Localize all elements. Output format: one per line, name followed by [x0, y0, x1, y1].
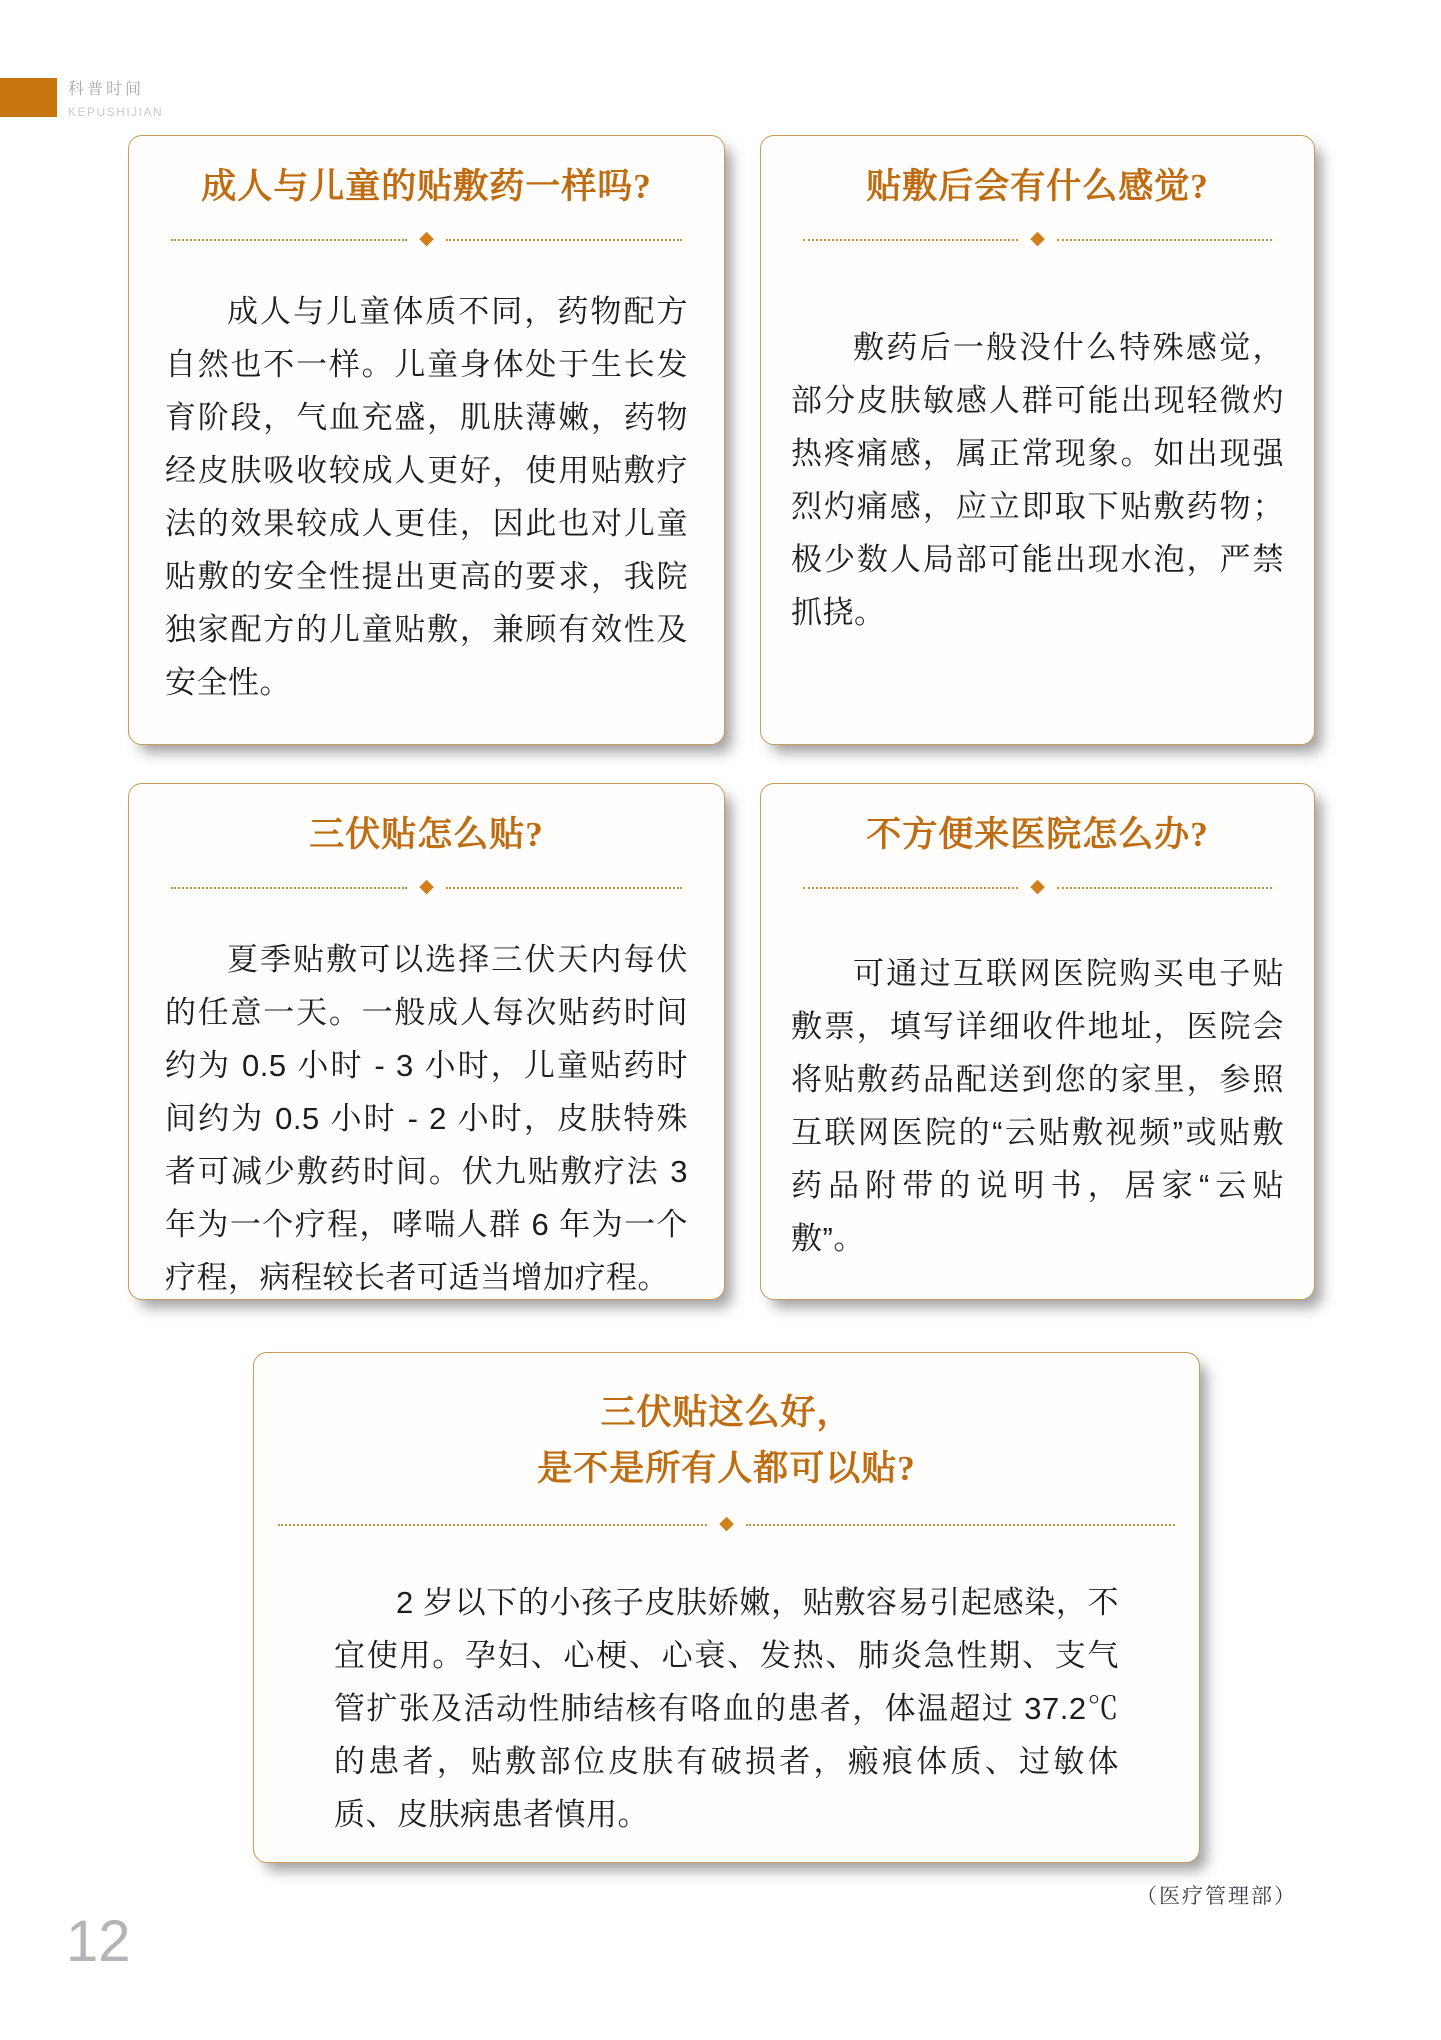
qa-card-how-to-apply	[128, 783, 725, 1300]
card-body: 可通过互联网医院购买电子贴敷票，填写详细收件地址，医院会将贴敷药品配送到您的家里，参照互联网医院的“云贴敷视频”或贴敷药品附带的说明书，居家“云贴敷”。	[791, 956, 1284, 1256]
diamond-icon: ◆	[419, 876, 434, 897]
diamond-icon: ◆	[1030, 228, 1045, 249]
card-title: 不方便来医院怎么办?	[866, 815, 1209, 854]
divider-dots	[746, 1524, 1175, 1526]
qa-divider	[803, 878, 1272, 897]
card-body: 夏季贴敷可以选择三伏天内每伏的任意一天。一般成人每次贴药时间约为 0.5 小时 - 3 小时，儿童贴药时间约为 0.5 小时 - 2 小时，皮肤特殊者可减少敷药时间。伏九贴敷疗法 3 年为一个疗程，哮喘人群 6 年为一个疗程，病程较长者可适当增加疗程。	[165, 942, 688, 1295]
card-body: 2 岁以下的小孩子皮肤娇嫩，贴敷容易引起感染，不宜使用。孕妇、心梗、心衰、发热、肺炎急性期、支气管扩张及活动性肺结核有咯血的患者，体温超过 37.2℃的患者，贴敷部位皮肤有破损者，瘢痕体质、过敏体质、皮肤病患者慎用。	[334, 1585, 1119, 1832]
divider-dots	[446, 239, 682, 241]
qa-divider	[278, 1515, 1175, 1534]
qa-divider	[171, 230, 682, 249]
qa-card-contraindications	[253, 1352, 1200, 1863]
divider-dots	[1057, 239, 1272, 241]
qa-divider	[171, 878, 682, 897]
divider-dots	[278, 1524, 707, 1526]
qa-card-remote-option	[760, 783, 1315, 1300]
divider-dots	[803, 887, 1018, 889]
card-title: 成人与儿童的贴敷药一样吗?	[201, 167, 652, 206]
divider-dots	[171, 887, 407, 889]
divider-dots	[803, 239, 1018, 241]
department-credit: （医疗管理部）	[1136, 1884, 1297, 1908]
divider-dots	[1057, 887, 1272, 889]
card-title: 贴敷后会有什么感觉?	[866, 167, 1209, 206]
brand-subtitle: KEPUSHIJIAN	[68, 105, 164, 119]
qa-divider	[803, 230, 1272, 249]
card-title	[274, 1385, 1179, 1497]
card-title-line-1: 三伏贴这么好，	[600, 1393, 853, 1432]
divider-dots	[446, 887, 682, 889]
divider-dots	[171, 239, 407, 241]
qa-card-adult-vs-child	[128, 135, 725, 745]
diamond-icon: ◆	[419, 228, 434, 249]
diamond-icon: ◆	[719, 1513, 734, 1534]
brand-color-block	[0, 78, 57, 117]
brand-title: 科普时间	[68, 81, 145, 98]
page-number: 12	[66, 1909, 131, 1974]
qa-card-sensation	[760, 135, 1315, 745]
card-body: 敷药后一般没什么特殊感觉，部分皮肤敏感人群可能出现轻微灼热疼痛感，属正常现象。如出现强烈灼痛感，应立即取下贴敷药物；极少数人局部可能出现水泡，严禁抓挠。	[791, 330, 1284, 630]
card-title: 三伏贴怎么贴?	[309, 815, 544, 854]
card-title-line-2: 是不是所有人都可以贴?	[537, 1449, 916, 1488]
card-body: 成人与儿童体质不同，药物配方自然也不一样。儿童身体处于生长发育阶段，气血充盛，肌肤薄嫩，药物经皮肤吸收较成人更好，使用贴敷疗法的效果较成人更佳，因此也对儿童贴敷的安全性提出更高的要求，我院独家配方的儿童贴敷，兼顾有效性及安全性。	[165, 294, 688, 700]
diamond-icon: ◆	[1030, 876, 1045, 897]
brand-text	[68, 76, 163, 119]
